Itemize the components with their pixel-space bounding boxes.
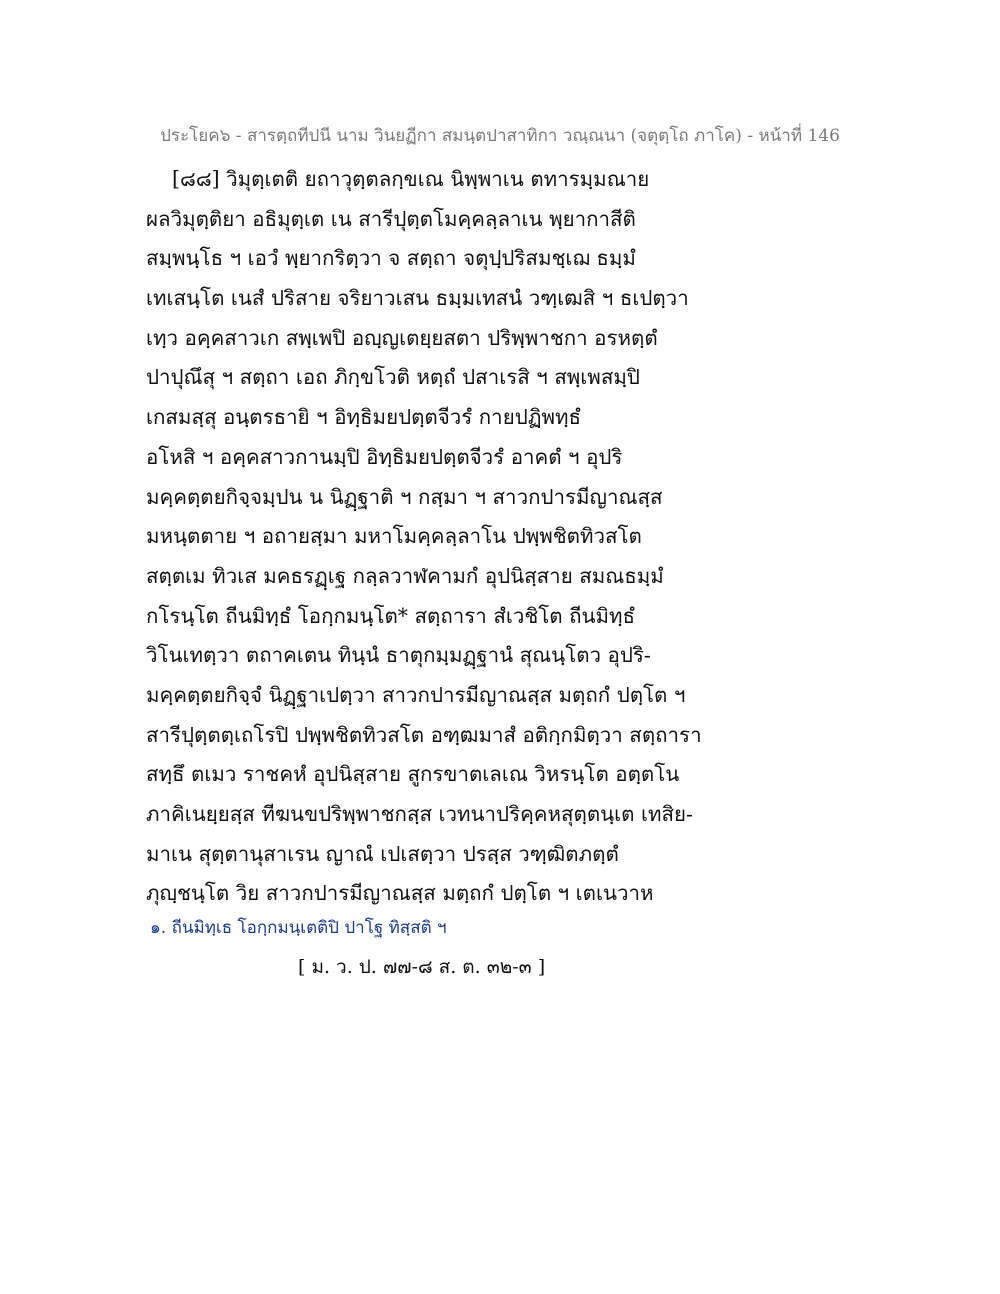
text-line: สารีปุตฺตตฺเถโรปิ ปพฺพชิตทิวสโต อฑฺฒมาสํ อติกฺกมิตฺวา สตฺถารา <box>146 722 702 747</box>
text-line: มคฺคตฺตยกิจฺจํ นิฏฺฐาเปตฺวา สาวกปารมีญาณสฺส มตฺถกํ ปตฺโต ฯ <box>146 682 686 707</box>
page-header: ประโยค๖ - สารตฺถทีปนี นาม วินยฏีกา สมนฺตปาสาทิกา วณฺณนา (จตุตฺโถ ภาโค) - หน้าที่ 146 <box>160 126 840 146</box>
text-line: ผลวิมุตฺติยา อธิมุตฺเต เน สารีปุตฺตโมคฺคลฺลาเน พฺยากาสีติ <box>146 206 636 231</box>
text-line: ปาปุณึสุ ฯ สตฺถา เอถ ภิกฺขโวติ หตฺถํ ปสาเรสิ ฯ สพฺเพสมฺปิ <box>146 365 640 390</box>
text-line: มคฺคตฺตยกิจฺจมฺปน น นิฏฺฐาติ ฯ กสฺมา ฯ สาวกปารมีญาณสฺส <box>146 484 663 509</box>
text-line: วิโนเทตฺวา ตถาคเตน ทินฺนํ ธาตุกมฺมฏฺฐานํ สุณนฺโตว อุปริ- <box>146 643 651 668</box>
text-line: [๘๘] วิมุตฺเตติ ยถาวุตฺตลกฺขเณ นิพฺพาเน ตทารมฺมณาย <box>172 167 650 191</box>
text-line: เกสมสฺสุ อนฺตรธายิ ฯ อิทฺธิมยปตฺตจีวรํ กายปฏิพทฺธํ <box>146 405 582 430</box>
text-line: กโรนฺโต ถีนมิทฺธํ โอกฺกมนฺโต* สตฺถารา สํเวชิโต ถีนมิทฺธํ <box>146 603 636 628</box>
text-line: เทเสนฺโต เนสํ ปริสาย จริยาวเสน ธมฺมเทสนํ วฑฺเฒสิ ฯ ธเปตฺวา <box>146 286 689 311</box>
reference-citation: [ ม. ว. ป. ๗๗-๘ ส. ต. ๓๒-๓ ] <box>298 956 546 978</box>
text-line: มหนฺตตาย ฯ อถายสฺมา มหาโมคฺคลฺลาโน ปพฺพชิตทิวสโต <box>146 524 642 549</box>
footnote: ๑. ถีนมิทฺเธ โอกฺกมนฺเตติปิ ปาโฐ ทิสฺสติ ฯ <box>150 918 447 938</box>
text-line: สตฺตเม ทิวเส มคธรฏฺเฐ กลฺลวาฬคามกํ อุปนิสฺสาย สมณธมฺมํ <box>146 563 664 588</box>
text-line: สมฺพนฺโธ ฯ เอวํ พฺยากริตฺวา จ สตฺถา จตุปฺปริสมชฺเฌ ธมฺมํ <box>146 246 636 271</box>
text-line: มาเน สุตฺตานุสาเรน ญาณํ เปเสตฺวา ปรสฺส วฑฺฒิตภตฺตํ <box>146 841 619 866</box>
text-line: ภาคิเนยฺยสฺส ทีฆนขปริพฺพาชกสฺส เวทนาปริคฺคหสุตฺตนฺเต เทสิย- <box>146 802 693 826</box>
text-line: ภุญฺชนฺโต วิย สาวกปารมีญาณสฺส มตฺถกํ ปตฺโต ฯ เตเนวาห <box>146 881 654 906</box>
text-line: อโหสิ ฯ อคฺคสาวกานมฺปิ อิทฺธิมยปตฺตจีวรํ อาคตํ ฯ อุปริ <box>146 444 623 469</box>
text-line: สทฺธึ ตเมว ราชคหํ อุปนิสฺสาย สูกรขาตเลเณ วิหรนฺโต อตฺตโน <box>146 762 680 787</box>
text-line: เทฺว อคฺคสาวเก สพฺเพปิ อญฺญเตยฺยสตา ปริพฺพาชกา อรหตฺตํ <box>146 325 658 350</box>
body-text <box>146 160 866 914</box>
